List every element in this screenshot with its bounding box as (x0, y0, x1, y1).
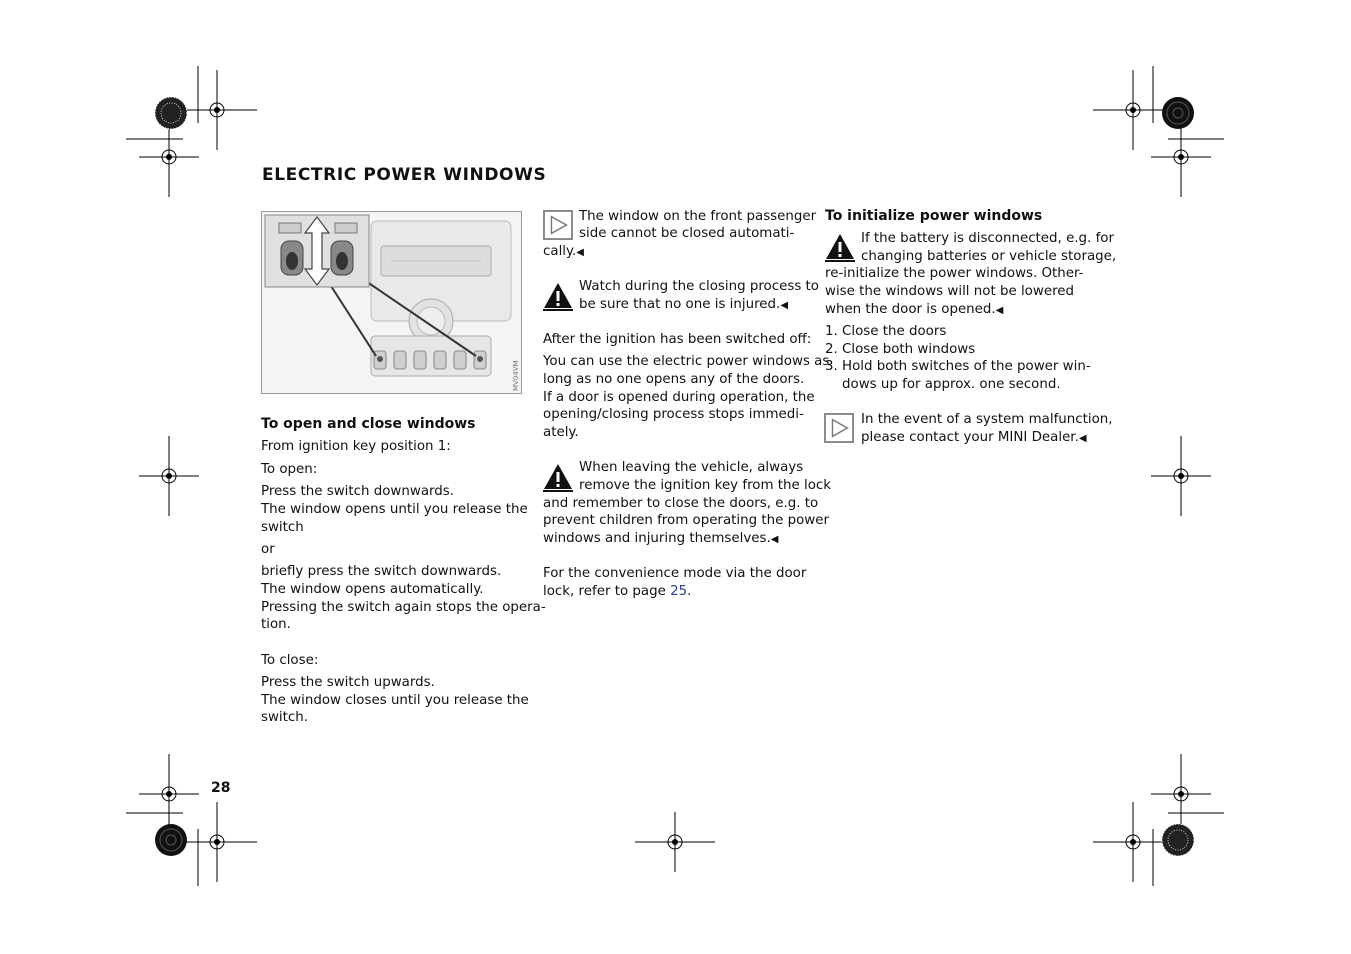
figure-code: MV04VM (512, 360, 520, 391)
warning-text: re-initialize the power windows. Other- (825, 266, 1084, 281)
warning-text-end: windows and injuring themselves.◀ (543, 531, 779, 546)
col1-line: The window opens automatically. (261, 582, 484, 597)
warning-triangle-icon (825, 232, 855, 262)
col2-line: long as no one opens any of the doors. (543, 372, 805, 387)
section-title: ELECTRIC POWER WINDOWS (262, 165, 547, 185)
col1-line: To open: (261, 462, 318, 477)
end-marker-icon: ◀ (1078, 433, 1087, 444)
page-number: 28 (211, 780, 231, 796)
col2-line: lock, refer to page 25. (543, 584, 692, 599)
col2-line: If a door is opened during operation, the (543, 390, 815, 405)
warning-text: remove the ignition key from the lock (579, 478, 832, 493)
note-text: The window on the front passenger (579, 209, 817, 224)
open-close-heading: To open and close windows (261, 416, 476, 432)
warning-text-end: be sure that no one is injured.◀ (579, 297, 789, 312)
col1-line: The window closes until you release the (261, 693, 529, 708)
dashboard-switch-illustration (261, 211, 522, 394)
warning-text: When leaving the vehicle, always (579, 460, 804, 475)
end-marker-icon: ◀ (780, 300, 789, 311)
list-item: 1. Close the doors (825, 324, 947, 339)
warning-text: and remember to close the doors, e.g. to (543, 496, 819, 511)
col1-line: tion. (261, 617, 291, 632)
col1-line: The window opens until you release the (261, 502, 528, 517)
warning-text: changing batteries or vehicle storage, (861, 249, 1117, 264)
col1-line: switch. (261, 710, 309, 725)
end-marker-icon: ◀ (576, 247, 584, 258)
col1-line: From ignition key position 1: (261, 439, 451, 454)
initialize-heading: To initialize power windows (825, 208, 1043, 224)
col1-line: To close: (261, 653, 319, 668)
warning-text: wise the windows will not be lowered (825, 284, 1075, 299)
page-reference-link[interactable]: 25 (670, 584, 688, 599)
warning-text: If the battery is disconnected, e.g. for (861, 231, 1114, 246)
col2-line: opening/closing process stops immedi- (543, 407, 804, 422)
warning-text: Watch during the closing process to (579, 279, 820, 294)
warning-triangle-icon (543, 281, 573, 311)
col1-line: or (261, 542, 275, 557)
list-item: 2. Close both windows (825, 342, 976, 357)
warning-triangle-icon (543, 462, 573, 492)
note-text-end: please contact your MINI Dealer.◀ (861, 430, 1087, 445)
end-marker-icon: ◀ (770, 534, 779, 545)
col1-line: switch (261, 520, 304, 535)
note-text: side cannot be closed automati- (579, 226, 795, 241)
note-triangle-icon (543, 210, 573, 240)
col1-line: Pressing the switch again stops the opera- (261, 600, 546, 615)
end-marker-icon: ◀ (995, 305, 1004, 316)
note-text-end: cally.◀ (543, 244, 584, 259)
note-text: In the event of a system malfunction, (861, 412, 1113, 427)
warning-text: prevent children from operating the power (543, 513, 829, 528)
col2-line: After the ignition has been switched off: (543, 332, 812, 347)
list-item-continued: dows up for approx. one second. (842, 377, 1061, 392)
warning-text-end: when the door is opened.◀ (825, 302, 1004, 317)
col1-line: Press the switch upwards. (261, 675, 435, 690)
list-item: 3. Hold both switches of the power win- (825, 359, 1091, 374)
col1-line: briefly press the switch downwards. (261, 564, 502, 579)
col2-line: ately. (543, 425, 579, 440)
col2-line: You can use the electric power windows as (543, 354, 830, 369)
note-triangle-icon (824, 413, 854, 443)
col2-line: For the convenience mode via the door (543, 566, 807, 581)
col1-line: Press the switch downwards. (261, 484, 455, 499)
